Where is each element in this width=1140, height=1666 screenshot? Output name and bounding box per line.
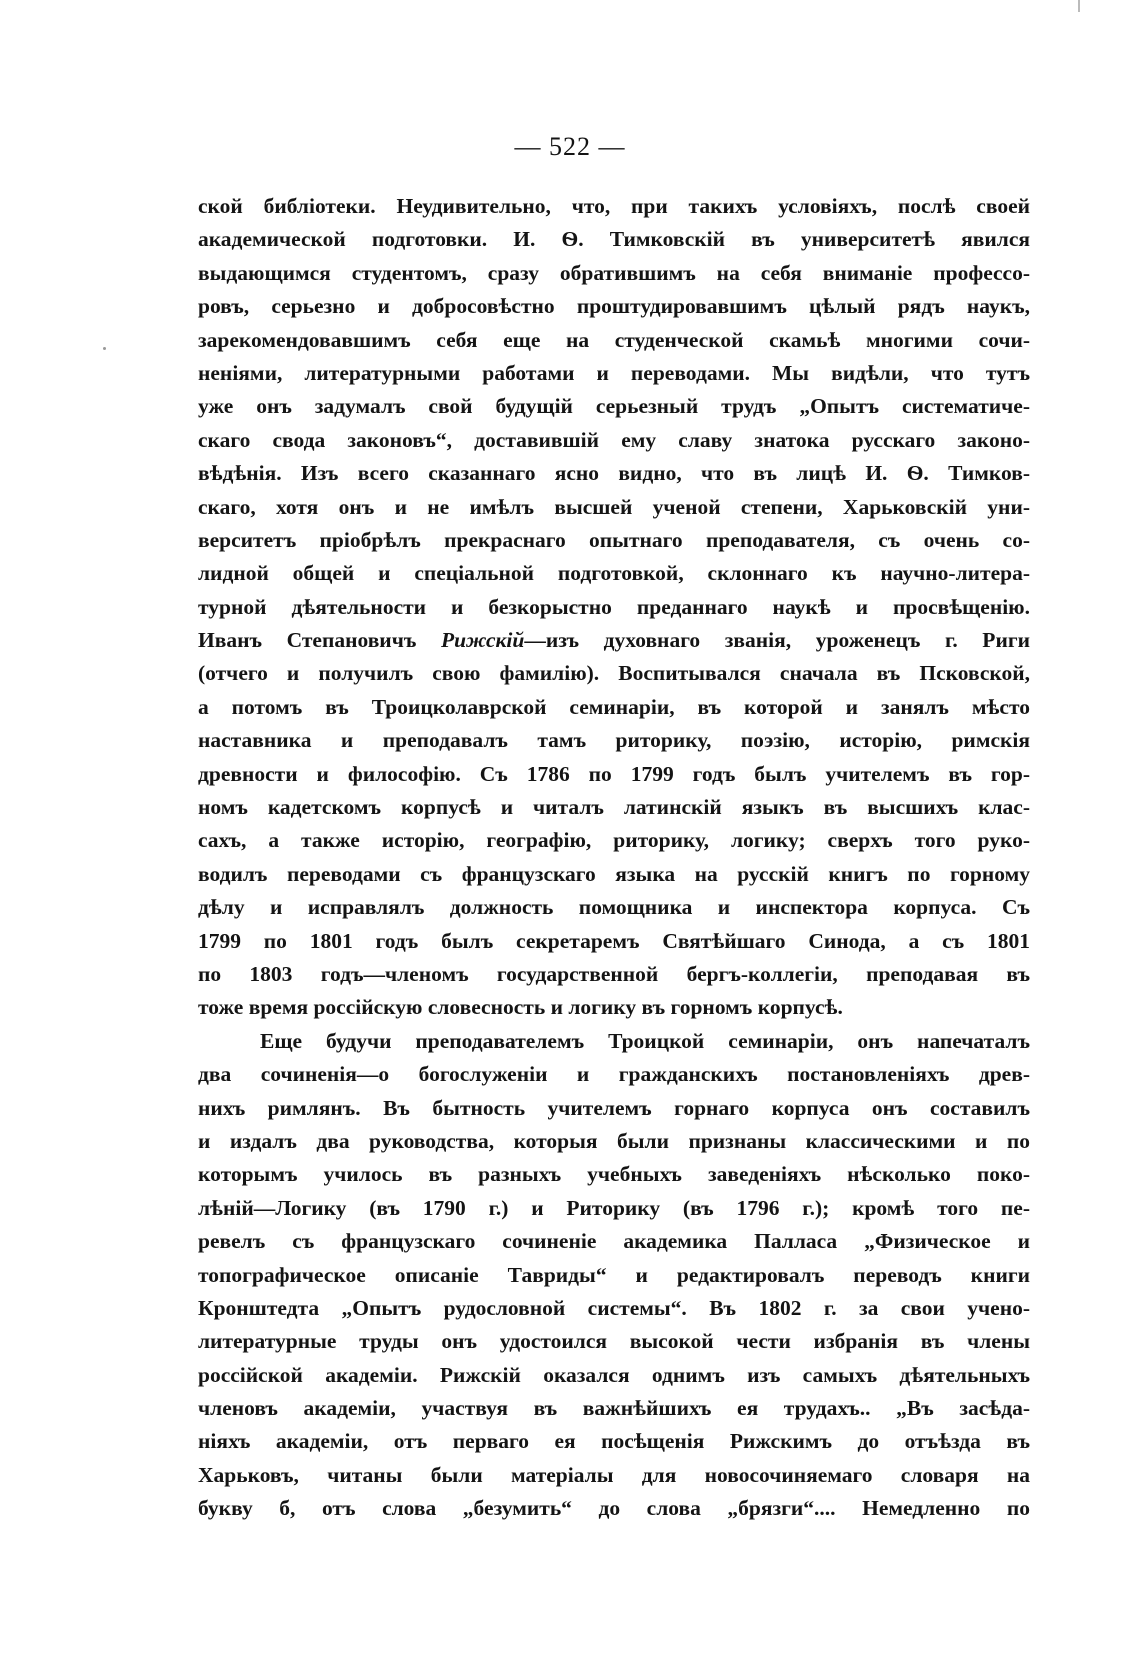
text-line: 1799 по 1801 годъ былъ секретаремъ Святѣйшаго Синода, а съ 1801	[198, 928, 1030, 953]
text-line: Кронштедта „Опытъ рудословной системы“. Въ 1802 г. за свои учено-	[198, 1295, 1030, 1320]
text-line: литературные труды онъ удостоился высокой чести избранія въ члены	[198, 1329, 1030, 1354]
page-number: — 522 —	[514, 132, 626, 161]
text-line: топографическое описаніе Тавриды“ и редактировалъ переводъ книги	[198, 1262, 1030, 1287]
text-line: уже онъ задумалъ свой будущій серьезный трудъ „Опытъ систематиче-	[198, 394, 1030, 419]
paragraph-2	[198, 624, 1030, 1025]
text-line: лидной общей и спеціальной подготовкой, склоннаго къ научно-литера-	[198, 561, 1030, 586]
text-line: скаго, хотя онъ и не имѣлъ высшей ученой степени, Харьковскій уни-	[198, 494, 1030, 519]
text-line: ровъ, серьезно и добросовѣстно проштудировавшимъ цѣлый рядъ наукъ,	[198, 294, 1030, 319]
text-line	[198, 624, 1030, 657]
paragraph-1	[198, 190, 1030, 624]
text-line: букву б, отъ слова „безумить“ до слова „брязги“.... Немедленно по	[198, 1496, 1030, 1521]
text-line: турной дѣятельности и безкорыстно преданнаго наукѣ и просвѣщенію.	[198, 594, 1030, 619]
text-line: водилъ переводами съ французскаго языка на русскій книгъ по горному	[198, 861, 1030, 886]
text-line: россійской академіи. Рижскій оказался однимъ изъ самыхъ дѣятельныхъ	[198, 1362, 1030, 1387]
text-line: выдающимся студентомъ, сразу обратившимъ на себя вниманіе профессо-	[198, 260, 1030, 285]
text-line: членовъ академіи, участвуя въ важнѣйшихъ ея трудахъ.. „Въ засѣда-	[198, 1396, 1030, 1421]
body-text	[198, 190, 1030, 1526]
scan-speck	[103, 347, 106, 350]
text-line: тоже время россійскую словесность и логику въ горномъ корпусѣ.	[198, 995, 843, 1020]
text-line: которымъ училось въ разныхъ учебныхъ заведеніяхъ нѣсколько поко-	[198, 1162, 1030, 1187]
person-name: Рижскій	[440, 628, 525, 653]
text-line: зарекомендовавшимъ себя еще на студенческой скамьѣ многими сочи-	[198, 327, 1030, 352]
text-span: —изъ духовнаго званія, уроженецъ г. Риги	[524, 628, 1030, 653]
text-line: дѣлу и исправлялъ должность помощника и инспектора корпуса. Съ	[198, 895, 1030, 920]
text-line: номъ кадетскомъ корпусѣ и читалъ латинскій языкъ въ высшихъ клас-	[198, 795, 1030, 820]
text-line: а потомъ въ Троицколаврской семинаріи, въ которой и занялъ мѣсто	[198, 694, 1030, 719]
text-line: сахъ, а также исторію, географію, риторику, логику; сверхъ того руко-	[198, 828, 1030, 853]
text-line: верситетъ пріобрѣлъ прекраснаго опытнаго преподавателя, съ очень со-	[198, 527, 1030, 552]
text-line: (отчего и получилъ свою фамилію). Воспитывался сначала въ Псковской,	[198, 661, 1030, 686]
text-line: вѣдѣнія. Изъ всего сказаннаго ясно видно, что въ лицѣ И. Ѳ. Тимков-	[198, 461, 1030, 486]
text-line: нихъ римлянъ. Въ бытность учителемъ горнаго корпуса онъ составилъ	[198, 1095, 1030, 1120]
text-line: скаго свода законовъ“, доставившій ему славу знатока русскаго законо-	[198, 427, 1030, 452]
text-line: по 1803 годъ—членомъ государственной бергъ-коллегіи, преподавая въ	[198, 961, 1030, 986]
paragraph-3	[198, 1025, 1030, 1526]
text-line: лѣній—Логику (въ 1790 г.) и Риторику (въ 1796 г.); кромѣ того пе-	[198, 1195, 1030, 1220]
scan-artifact	[1078, 0, 1080, 12]
text-line: ревелъ съ французскаго сочиненіе академика Палласа „Физическое и	[198, 1229, 1030, 1254]
text-line: Харьковъ, читаны были матеріалы для новосочиняемаго словаря на	[198, 1462, 1030, 1487]
text-line: ніяхъ академіи, отъ перваго ея посѣщенія Рижскимъ до отъѣзда въ	[198, 1429, 1030, 1454]
text-line: академической подготовки. И. Ѳ. Тимковскій въ университетѣ явился	[198, 227, 1030, 252]
text-line: неніями, литературными работами и переводами. Мы видѣли, что тутъ	[198, 360, 1030, 385]
text-line: два сочиненія—о богослуженіи и гражданскихъ постановленіяхъ древ-	[198, 1062, 1030, 1087]
text-line: древности и философію. Съ 1786 по 1799 годъ былъ учителемъ въ гор-	[198, 761, 1030, 786]
text-line: ской библіотеки. Неудивительно, что, при такихъ условіяхъ, послѣ своей	[198, 194, 1030, 218]
text-span: Иванъ Степановичъ	[198, 628, 441, 653]
text-line: Еще будучи преподавателемъ Троицкой семинаріи, онъ напечаталъ	[260, 1028, 1030, 1053]
text-line: и издалъ два руководства, которыя были признаны классическими и по	[198, 1128, 1030, 1153]
text-line: наставника и преподавалъ тамъ риторику, поэзію, исторію, римскія	[198, 728, 1030, 753]
